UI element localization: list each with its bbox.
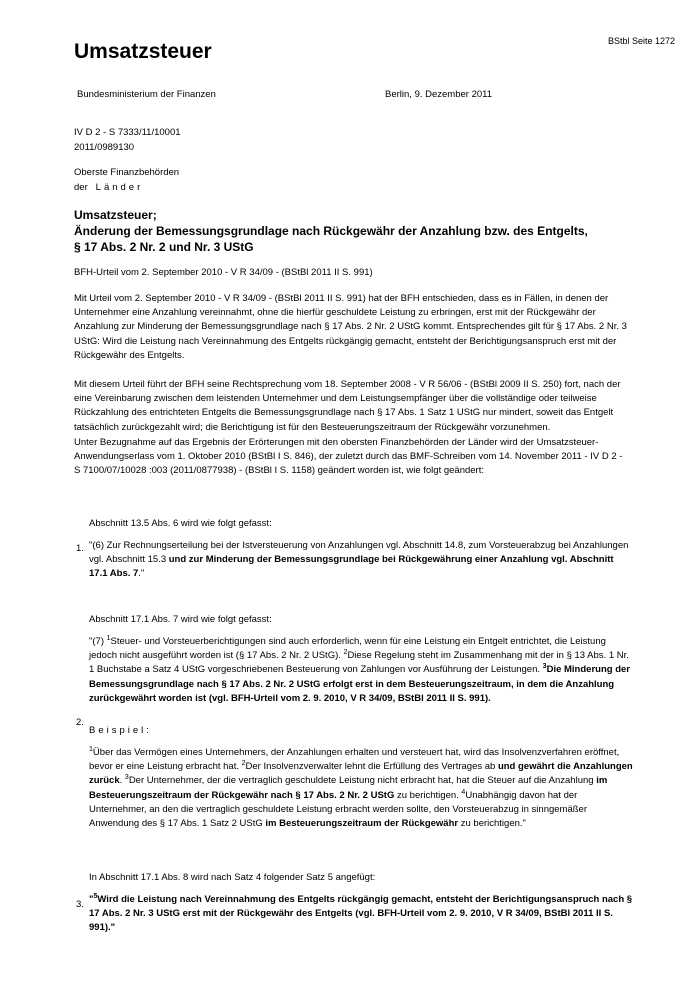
recipient-line-1: Oberste Finanzbehörden — [74, 167, 180, 178]
example-sentence-3-end: zu berichtigen. — [394, 789, 462, 801]
example-sentence-4-bold: im Besteuerungszeitraum der Rückgewähr — [265, 818, 459, 830]
item-3-open: " — [89, 894, 94, 905]
item-2-sentence-3: Die Minderung der Bemessungsgrundlage nach § 17 Abs. 2 Nr. 2 UStG erfolgt erst in dem Besteuerungszeitraum, in dem die Anzahlung zurückgewährt worden ist (vgl. BFH-Urteil vom 2. 9. 2010, V R 34/09, BStBl 2011 II S. 991). — [89, 664, 630, 704]
example-sentence-2-bold: und gewährt die Anzahlungen zurück — [89, 761, 633, 787]
example-label: Beispiel: — [89, 725, 152, 736]
place-date: Berlin, 9. Dezember 2011 — [385, 89, 493, 100]
recipient-prefix: der — [74, 182, 88, 193]
subject-heading — [74, 207, 634, 255]
subject-line-3: § 17 Abs. 2 Nr. 2 und Nr. 3 UStG — [74, 240, 254, 254]
paragraph-3: Unter Bezugnahme auf das Ergebnis der Erörterungen mit den obersten Finanzbehörden der Länder wird der Umsatzsteuer-Anwendungserlass vom 1. Oktober 2010 (BStBl I S. 846), der zuletzt durch das BMF-Schreiben vom 14. November 2011 - IV D 2 - S 7100/07/10028 :003 (2011/0877938) - (BStBl I S. 1158) geändert worden ist, wie folgt geändert: — [74, 437, 623, 477]
item-1-bold: und zur Minderung der Bemessungsgrundlage bei Rückgewährung einer Anzahlung vgl. Abschnitt 17.1 Abs. 7 — [89, 554, 614, 580]
item-2-example — [89, 746, 634, 831]
item-2-paragraph — [89, 635, 634, 706]
paragraph-2: Mit diesem Urteil führt der BFH seine Rechtsprechung vom 18. September 2008 - V R 56/06 - (BStBl 2009 II S. 250) fort, nach der eine Vereinbarung zwischen dem leistenden Unternehmer und dem Leistungsempfänger über die vollständige oder teilweise Rückzahlung des entrichteten Entgelts die Bemessungsgrundlage nach § 17 Abs. 1 Satz 1 UStG nur mindert, soweit das Entgelt tatsächlich zurückgezahlt wird; die Berichtigung ist für den Besteuerungszeitraum der Rückgewähr vorzunehmen. — [74, 379, 621, 433]
subject-line-2: Änderung der Bemessungsgrundlage nach Rückgewähr der Anzahlung bzw. des Entgelts, — [74, 224, 588, 238]
example-sentence-2: Der Insolvenzverwalter lehnt die Erfüllung des Vertrages ab — [245, 761, 498, 773]
item-1-number: 1. — [76, 543, 84, 554]
sentence-number: 2 — [343, 649, 348, 657]
example-sentence-1: Über das Vermögen eines Unternehmers, der Anzahlungen erhalten und versteuert hat, wird das Insolvenzverfahren eröffnet, bevor er eine Leistung erbracht hat. — [89, 747, 620, 773]
item-3-bold: Wird die Leistung nach Vereinnahmung des Entgelts rückgängig gemacht, entsteht der Berichtigungsanspruch nach § 17 Abs. 2 Nr. 3 UStG erst mit der Rückgewähr des Entgelts (vgl. BFH-Urteil vom 2. 9. 2010, V R 34/09, BStBl 2011 II S. 991)." — [89, 894, 633, 934]
item-1-text — [89, 539, 634, 582]
page-reference: BStbl Seite 1272 — [607, 36, 675, 46]
item-2-intro: Abschnitt 17.1 Abs. 7 wird wie folgt gefasst: — [89, 614, 272, 625]
example-sentence-4: Unabhängig davon hat der Unternehmer, an den die vertraglich geschuldete Leistung erbracht werden sollte, den Vorsteuerabzug in sinngemäßer Anwendung des § 17 Abs. 1 Satz 2 UStG — [89, 789, 587, 830]
recipient-block — [74, 165, 179, 195]
example-sentence-4-end: zu berichtigen." — [458, 818, 526, 830]
example-sentence-3-bold: im Besteuerungszeitraum der Rückgewähr nach § 17 Abs. 2 Nr. 2 UStG — [89, 775, 608, 801]
item-2-open: "(7) — [89, 636, 107, 647]
recipient-laender: Länder — [95, 182, 144, 193]
sentence-number: 1 — [89, 745, 93, 753]
sentence-number: 5 — [93, 892, 98, 900]
subject-line-1: Umsatzsteuer; — [74, 208, 157, 222]
sentence-number: 2 — [241, 760, 246, 768]
item-3-number: 3. — [76, 899, 84, 910]
sentence-number: 4 — [461, 788, 466, 796]
document-title: Umsatzsteuer — [74, 40, 212, 63]
item-1-plain: "(6) Zur Rechnungserteilung bei der Istversteuerung von Anzahlungen vgl. Abschnitt 14.8, zum Vorsteuerabzug bei Anzahlungen vgl. Abschnitt 15.3 — [89, 540, 629, 566]
file-reference-line-1: IV D 2 - S 7333/11/10001 — [74, 127, 181, 138]
item-2-sentence-1: Steuer- und Vorsteuerberichtigungen sind auch erforderlich, wenn für eine Leistung ein Entgelt entrichtet, die Leistung jedoch nicht ausgeführt worden ist (§ 17 Abs. 2 Nr. 2 UStG). — [89, 636, 606, 662]
bfh-reference: BFH-Urteil vom 2. September 2010 - V R 34/09 - (BStBl 2011 II S. 991) — [74, 267, 373, 278]
recipient-line-2 — [74, 180, 179, 195]
item-2-sentence-2: Diese Regelung steht im Zusammenhang mit der in § 13 Abs. 1 Nr. 1 Buchstabe a Satz 4 UStG vorgeschriebenen Besteuerung von Zahlungen vor Ausführung der Leistungen. — [89, 650, 629, 676]
file-reference-line-2: 2011/0989130 — [74, 142, 135, 153]
item-1-end: ." — [138, 568, 145, 580]
sender-ministry: Bundesministerium der Finanzen — [77, 89, 216, 100]
item-3-intro: In Abschnitt 17.1 Abs. 8 wird nach Satz 4 folgender Satz 5 angefügt: — [89, 872, 376, 883]
sentence-number: 3 — [542, 663, 547, 671]
example-sentence-3: Der Unternehmer, der die vertraglich geschuldete Leistung nicht erbracht hat, hat die Steuer auf die Anzahlung — [128, 775, 597, 787]
paragraph-1: Mit Urteil vom 2. September 2010 - V R 34/09 - (BStBl 2011 II S. 991) hat der BFH entschieden, dass es in Fällen, in denen der Unternehmer eine Anzahlung vereinnahmt, ohne die hierfür geschuldete Leistung zu erbringen, erst mit der Rückgewähr der Anzahlung zur Minderung der Bemessungsgrundlage nach § 17 Abs. 2 Nr. 2 UStG kommt. Entsprechendes gilt für § 17 Abs. 2 Nr. 3 UStG: Wird die Leistung nach Vereinnahmung des Entgelts rückgängig gemacht, entsteht der Berichtigungsanspruch erst mit der Rückgewähr des Entgelts. — [74, 293, 627, 361]
sentence-number: 1 — [106, 634, 111, 642]
example-sentence-2-end: . — [119, 775, 125, 787]
file-reference — [74, 125, 181, 155]
sentence-number: 3 — [124, 774, 129, 782]
item-1-intro: Abschnitt 13.5 Abs. 6 wird wie folgt gefasst: — [89, 518, 272, 529]
item-2-number: 2. — [76, 717, 84, 728]
item-3-text — [89, 893, 634, 936]
